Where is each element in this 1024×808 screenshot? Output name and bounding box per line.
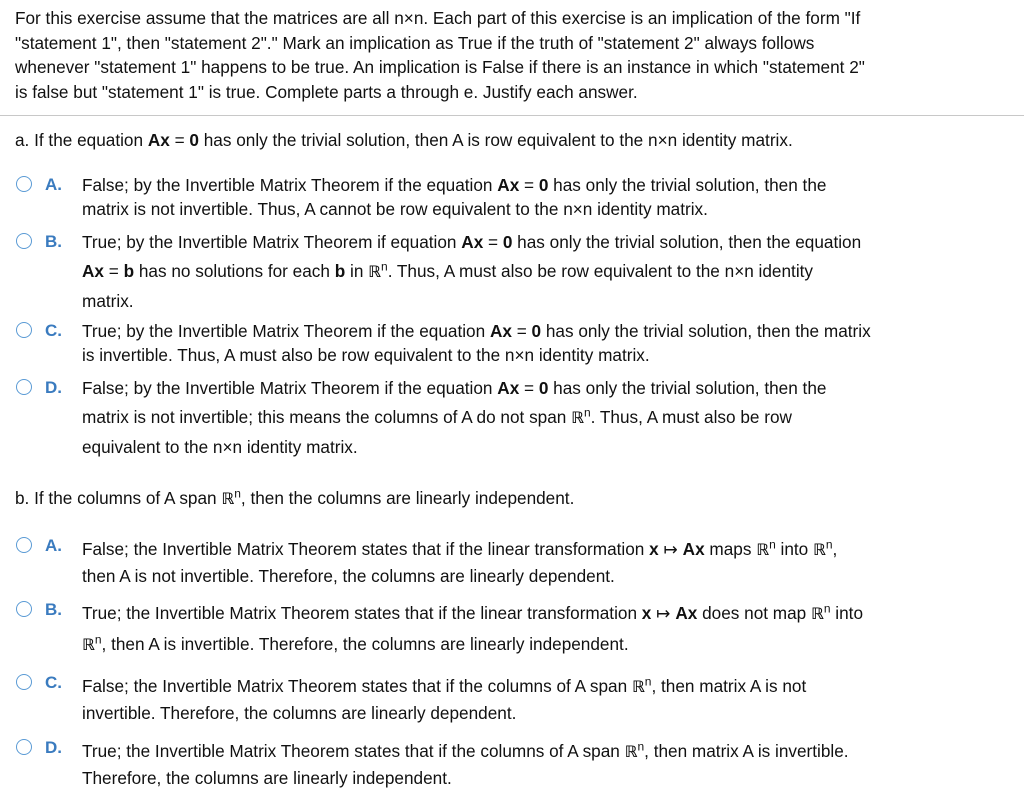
option-letter: D. bbox=[45, 738, 62, 757]
section-divider bbox=[0, 115, 1024, 116]
exercise-instructions bbox=[15, 6, 1015, 104]
radio-button[interactable] bbox=[16, 674, 32, 690]
radio-button[interactable] bbox=[16, 739, 32, 755]
radio-button[interactable] bbox=[16, 379, 32, 395]
option-text: False; by the Invertible Matrix Theorem if the equation Ax = 0 has only the trivial solution, then the matrix is not invertible. Thus, A cannot be row equivalent to the n×n identity matrix. bbox=[82, 175, 827, 219]
reals-symbol: ℝ bbox=[813, 540, 826, 559]
option-text: True; by the Invertible Matrix Theorem if the equation Ax = 0 has only the trivial solution, then the matrix is invertible. Thus, A must also be row equivalent to the n×n identity matrix. bbox=[82, 321, 871, 365]
reals-symbol: ℝ bbox=[368, 262, 381, 281]
option-letter: A. bbox=[45, 175, 62, 194]
instructions-line: is false but "statement 1" is true. Complete parts a through e. Justify each answer. bbox=[15, 81, 638, 102]
option-text: False; by the Invertible Matrix Theorem if the equation Ax = 0 has only the trivial solution, then the matrix is not invertible; this means the columns of A do not span ℝ$^n$. Thus, A must also be row equivalent to the n×n identity matrix. bbox=[82, 378, 827, 457]
part-b-question: b. If the columns of A span ℝ$^n$, then the columns are linearly independent. bbox=[15, 486, 575, 508]
maps-to-arrow: ↦ bbox=[656, 603, 671, 623]
instructions-line: whenever "statement 1" happens to be true. An implication is False if there is an instance in which "statement 2" bbox=[15, 57, 865, 77]
reals-symbol: ℝ bbox=[624, 742, 638, 761]
reals-symbol: ℝ bbox=[631, 677, 645, 696]
option-text: False; the Invertible Matrix Theorem states that if the linear transformation x ↦ Ax maps ℝ$^n$ into ℝ$^n$, then A is not invertible. Therefore, the columns are linearly dependent. bbox=[82, 537, 838, 586]
option-text: False; the Invertible Matrix Theorem states that if the columns of A span ℝ$^n$, then matrix A is not invertible. Therefore, the columns are linearly dependent. bbox=[82, 674, 807, 723]
radio-button[interactable] bbox=[16, 601, 32, 617]
option-letter: A. bbox=[45, 536, 62, 555]
instructions-line: "statement 1", then "statement 2"." Mark an implication as True if the truth of "statement 2" always follows bbox=[15, 32, 815, 53]
part-a-question: a. If the equation Ax = 0 has only the trivial solution, then A is row equivalent to the n×n identity matrix. bbox=[15, 130, 793, 150]
radio-button[interactable] bbox=[16, 176, 32, 192]
reals-symbol: ℝ bbox=[571, 408, 584, 427]
radio-button[interactable] bbox=[16, 233, 32, 249]
option-letter: C. bbox=[45, 321, 62, 340]
option-letter: B. bbox=[45, 600, 62, 619]
option-letter: B. bbox=[45, 232, 62, 251]
option-text: True; by the Invertible Matrix Theorem if equation Ax = 0 has only the trivial solution, then the equation Ax = b has no solutions for each b in ℝ$^n$. Thus, A must also be row equivalent to the n×n identity matrix. bbox=[82, 232, 862, 311]
reals-symbol: ℝ bbox=[82, 635, 95, 654]
option-text: True; the Invertible Matrix Theorem states that if the linear transformation x ↦ Ax does not map ℝ$^n$ into ℝ$^n$, then A is invertible. Therefore, the columns are linearly independent. bbox=[82, 601, 864, 654]
option-text: True; the Invertible Matrix Theorem states that if the columns of A span ℝ$^n$, then matrix A is invertible. Therefore, the columns are linearly independent. bbox=[82, 739, 849, 788]
instructions-line: For this exercise assume that the matrices are all n×n. Each part of this exercise is an implication of the form "If bbox=[15, 8, 861, 28]
reals-symbol: ℝ bbox=[221, 489, 235, 508]
option-letter: D. bbox=[45, 378, 62, 397]
reals-symbol: ℝ bbox=[756, 540, 770, 559]
radio-button[interactable] bbox=[16, 322, 32, 338]
maps-to-arrow: ↦ bbox=[663, 539, 678, 559]
reals-symbol: ℝ bbox=[811, 604, 824, 623]
option-letter: C. bbox=[45, 673, 62, 692]
radio-button[interactable] bbox=[16, 537, 32, 553]
